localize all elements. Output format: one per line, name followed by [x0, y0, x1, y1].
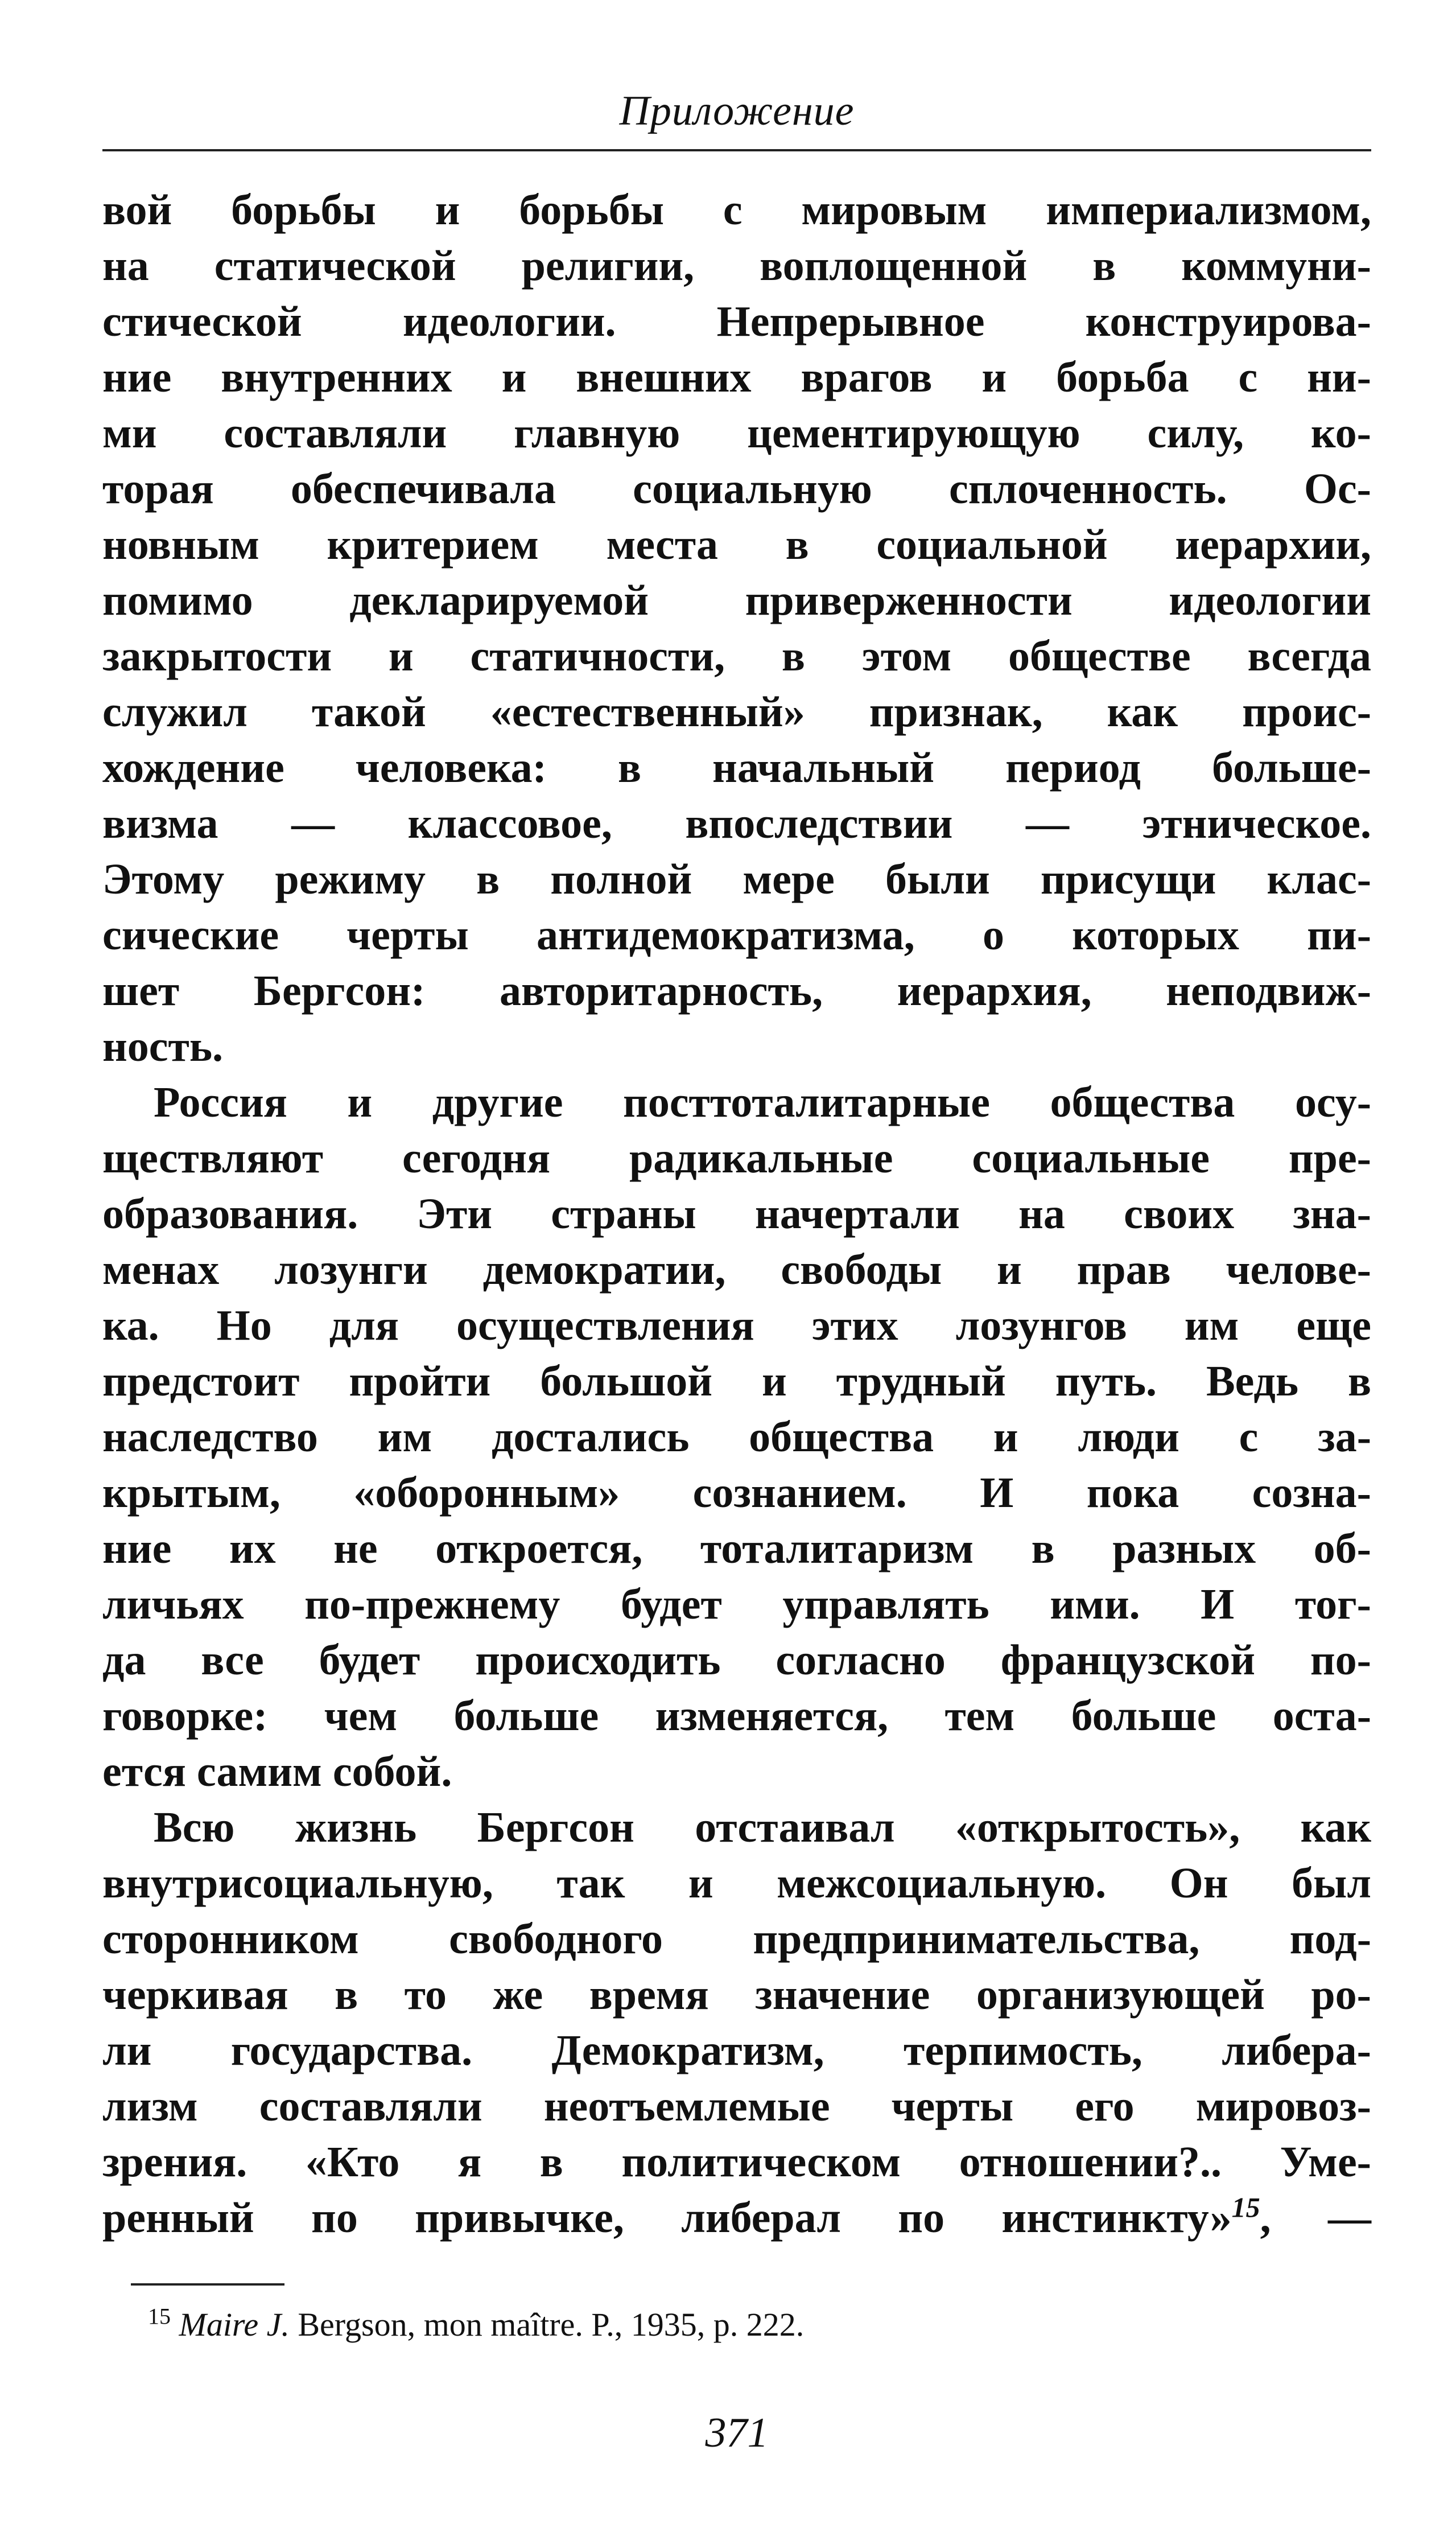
text-line: визма — классовое, впоследствии — этническое. — [102, 800, 1371, 847]
text-line-with-footnote-ref — [102, 2190, 1371, 2246]
paragraph-2 — [102, 1074, 1371, 1800]
text-line: ли государства. Демократизм, терпимость, либера- — [102, 2027, 1371, 2074]
body-text — [102, 182, 1371, 2246]
text-line: говорке: чем больше изменяется, тем больше оста- — [102, 1692, 1371, 1740]
text-line: да все будет происходить согласно французской по- — [102, 1636, 1371, 1684]
text-line: Этому режиму в полной мере были присущи клас- — [102, 855, 1371, 903]
text-line: черкивая в то же время значение организующей ро- — [102, 1971, 1371, 2019]
text-line: зрения. «Кто я в политическом отношении?.. Уме- — [102, 2138, 1371, 2186]
text-line: стической идеологии. Непрерывное конструирова- — [102, 298, 1371, 345]
text-line: внутрисоциальную, так и межсоциальную. Он был — [102, 1859, 1371, 1907]
text-line: Всю жизнь Бергсон отстаивал «открытость», как — [154, 1804, 1371, 1851]
text-line: закрытости и статичности, в этом обществе всегда — [102, 632, 1371, 680]
text-line: предстоит пройти большой и трудный путь. Ведь в — [102, 1357, 1371, 1405]
text-line: ние их не откроется, тоталитаризм в разных об- — [102, 1525, 1371, 1572]
text-line: образования. Эти страны начертали на своих зна- — [102, 1190, 1371, 1238]
text-line: Россия и другие посттоталитарные общества осу- — [154, 1078, 1371, 1126]
text-line: торая обеспечивала социальную сплоченность. Ос- — [102, 465, 1371, 513]
text-segment: , — — [1260, 2194, 1372, 2242]
text-line: на статической религии, воплощенной в коммуни- — [102, 242, 1371, 290]
text-line: ка. Но для осуществления этих лозунгов им еще — [102, 1302, 1371, 1349]
text-line: ется самим собой. — [102, 1748, 452, 1796]
footnote-author: Maire J. — [179, 2306, 290, 2343]
text-line: шет Бергсон: авторитарность, иерархия, неподвиж- — [102, 967, 1371, 1015]
footnote-rule — [131, 2283, 284, 2286]
paragraph-3 — [102, 1800, 1371, 2246]
text-line: лизм составляли неотъемлемые черты его мировоз- — [102, 2082, 1371, 2130]
footnote — [148, 2302, 1343, 2348]
text-line: служил такой «естественный» признак, как проис- — [102, 688, 1371, 736]
text-line: вой борьбы и борьбы с мировым империализмом, — [102, 186, 1371, 234]
text-line: ми составляли главную цементирующую силу, ко- — [102, 409, 1371, 457]
text-line: менах лозунги демократии, свободы и прав челове- — [102, 1246, 1371, 1294]
footnote-reference[interactable]: 15 — [1231, 2191, 1260, 2224]
text-line: новным критерием места в социальной иерархии, — [102, 521, 1371, 569]
text-line: наследство им достались общества и люди с за- — [102, 1413, 1371, 1461]
running-header: Приложение — [619, 88, 855, 134]
text-line: ществляют сегодня радикальные социальные пре- — [102, 1134, 1371, 1182]
text-line: сические черты антидемократизма, о которых пи- — [102, 911, 1371, 959]
text-line: сторонником свободного предпринимательства, под- — [102, 1915, 1371, 1963]
page-number: 371 — [705, 2410, 769, 2456]
text-line: помимо декларируемой приверженности идеологии — [102, 577, 1371, 624]
text-line: ность. — [102, 1023, 224, 1070]
paragraph-1 — [102, 182, 1371, 1074]
text-line: хождение человека: в начальный период больше- — [102, 744, 1371, 792]
footnote-text: Bergson, mon maître. P., 1935, p. 222. — [298, 2306, 805, 2343]
text-line: ние внутренних и внешних врагов и борьба с ни- — [102, 353, 1371, 401]
text-line: крытым, «оборонным» сознанием. И пока созна- — [102, 1469, 1371, 1517]
footnote-number: 15 — [148, 2303, 171, 2329]
text-line: личьях по-прежнему будет управлять ими. И тог- — [102, 1580, 1371, 1628]
text-segment: ренный по привычке, либерал по инстинкту» — [102, 2194, 1232, 2242]
header-rule — [102, 149, 1371, 151]
